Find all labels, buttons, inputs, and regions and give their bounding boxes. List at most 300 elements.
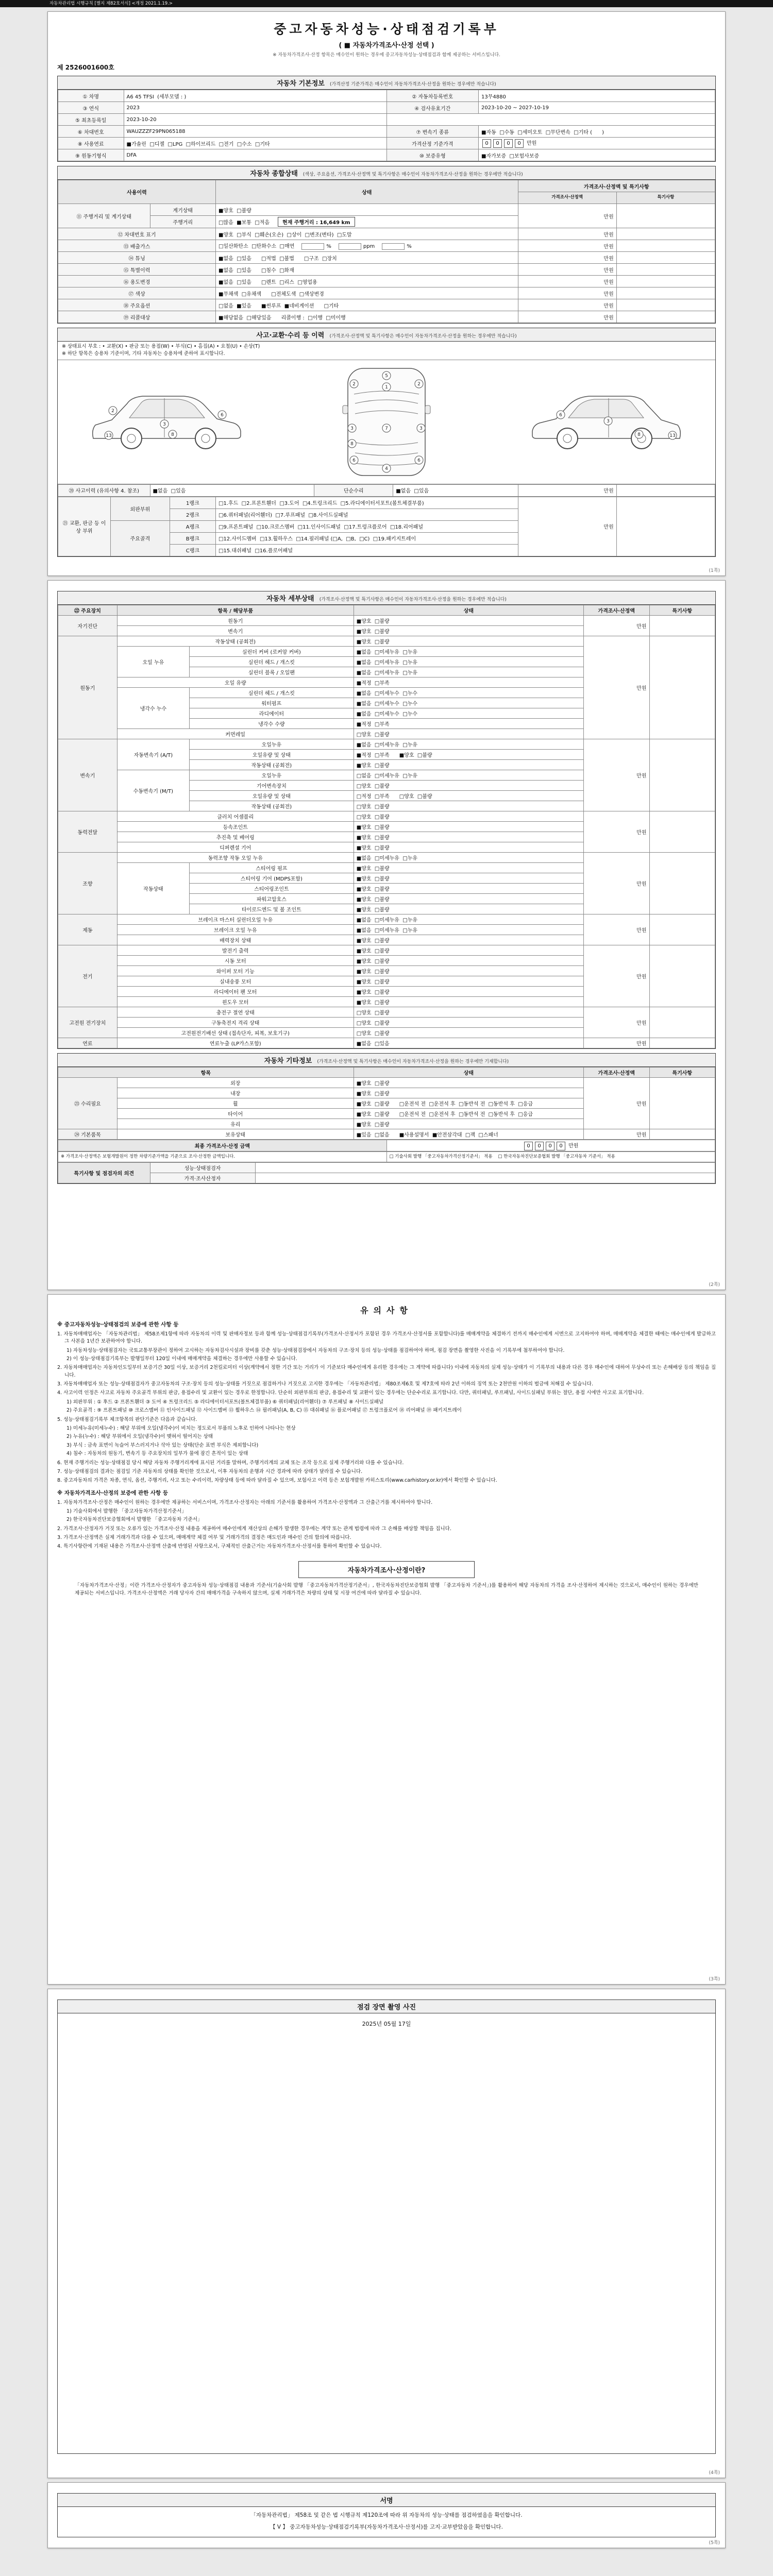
- form-cell: 만원: [584, 914, 650, 945]
- form-cell: ■양호 □불량: [354, 945, 583, 956]
- notice-item: 4) 침수 : 자동차의 원동기, 변속기 등 주요장치의 일부가 물에 잠긴 흔적이 있는 상태: [66, 1451, 248, 1457]
- form-cell: □양호 □불량: [354, 781, 583, 791]
- appraisal-reference-notes: [58, 1151, 715, 1162]
- form-cell: [255, 1173, 715, 1183]
- form-cell: ■적정 □부족: [354, 677, 583, 688]
- section-detail-title-text: 자동차 세부상태: [266, 595, 314, 603]
- form-cell: ⑳ 사고이력 (유의사항 4. 참조): [58, 484, 150, 496]
- notice-item: 1) 자동차성능·상태점검자는 국토교통부장관이 정하여 고시하는 자동차검사시설과 장비를 갖춘 성능·상태점검장에서 자동차의 구조·장치 등의 성능·상태를 점검하여야 하며, 점검 장면을 촬영한 사진을 이 기록부에 첨부하여야 합니다.: [66, 1347, 565, 1353]
- signature-line-1: 「자동차관리법」 제58조 및 같은 법 시행규칙 제120조에 따라 위 자동차의 성능·상태를 점검하였음을 확인합니다.: [250, 2512, 523, 2518]
- document-number: 제 2526001600호: [57, 64, 114, 71]
- form-cell: 실린더 헤드 / 개스킷: [190, 688, 354, 698]
- form-cell: ■양호 □불량: [354, 832, 583, 842]
- form-cell: ■없음 □있음: [150, 484, 314, 496]
- svg-text:6: 6: [221, 412, 224, 418]
- form-cell: □15.대쉬패널 □16.플로어패널: [216, 544, 518, 556]
- form-cell: 만원: [518, 497, 616, 556]
- notice-item: 5. 성능·상태점검기록부 체크항목의 판단기준은 다음과 같습니다.: [57, 1416, 197, 1422]
- form-cell: 상태: [216, 180, 518, 204]
- section-detail-title: [58, 591, 715, 605]
- form-cell: [649, 945, 715, 1007]
- section-photos: [57, 1999, 716, 2454]
- form-cell: 연료: [58, 1038, 117, 1048]
- page-4-mark: (4쪽): [709, 2470, 720, 2476]
- form-cell: [616, 204, 715, 228]
- section-signature: [57, 2493, 716, 2537]
- form-cell: ■없음 □미세누수 □누수: [354, 688, 583, 698]
- form-cell: ㉑ 교환, 판금 등 이상 부위: [58, 497, 111, 556]
- form-cell: ■양호 □불량 □운전석 전 □운전석 후 □동반석 전 □동반석 후 □응급: [354, 1109, 583, 1119]
- form-cell: ④ 검사유효기간: [386, 102, 479, 114]
- form-cell: ■자가보증 □보험사보증: [479, 149, 715, 161]
- appraisal-definition-desc: 「자동차가격조사·산정」이란 가격조사·산정자가 중고자동차 성능·상태점검 내용과 기준서(기술사회 발행 「중고자동차가격산정기준서」, 한국자동차진단보증협회 발행 「중고자동차 기준서」)를 활용하여 해당 자동차의 가격을 조사·산정하여 제시하는 것으로서, 매수인이 원하는 경우에만 제공되는 서비스입니다. 가격조사·산정액은 거래 당사자 간의 매매가격을 구속하지 않으며, 실제 거래가격은 차량의 상태 및 시장 여건에 따라 달라질 수 있습니다.: [75, 1582, 698, 1596]
- form-cell: [649, 1129, 715, 1140]
- form-cell: 고전원 전기장치: [58, 1007, 117, 1038]
- inspection-date: 2025년 05월 17일: [362, 2021, 411, 2027]
- form-cell: □양호 □불량: [354, 801, 583, 811]
- form-cell: 성능·상태점검자: [150, 1163, 255, 1173]
- section-accident-title-text: 사고·교환·수리 등 이력: [256, 332, 325, 340]
- form-cell: 주행거리: [150, 216, 216, 228]
- section-signature-title: [58, 2494, 715, 2507]
- notice-item: 2) 이 성능·상태점검기록부는 발행일부터 120일 이내에 매매계약을 체결하는 경우에만 사용할 수 있습니다.: [66, 1355, 297, 1362]
- svg-text:3: 3: [163, 421, 166, 427]
- form-cell: 충전구 절연 상태: [117, 1007, 354, 1018]
- form-cell: 단순수리: [314, 484, 393, 496]
- form-cell: ■적정 □부족 ■양호 □불량: [354, 750, 583, 760]
- damage-code-legend: [58, 342, 715, 360]
- form-cell: ■양호 □불량: [354, 626, 583, 636]
- form-cell: 가격조사·산정액: [584, 1067, 650, 1078]
- form-cell: 타이로드엔드 및 볼 조인트: [190, 904, 354, 914]
- form-cell: 냉각수 누수: [117, 688, 189, 729]
- overall-state: [58, 180, 715, 323]
- form-cell: 디퍼렌셜 기어: [117, 842, 354, 853]
- form-cell: 만원: [518, 264, 616, 276]
- form-cell: 오일유량 및 상태: [190, 750, 354, 760]
- section-basic-title: [58, 76, 715, 90]
- form-cell: 오일유량 및 상태: [190, 791, 354, 801]
- form-cell: [649, 1078, 715, 1129]
- exchange-repair-parts: [58, 497, 715, 556]
- notice-item: 1. 자동차매매업자는 「자동차관리법」 제58조제1항에 따라 자동차의 이력 및 판매자정보 등과 함께 성능·상태점검기록부(가격조사·산정서가 포함된 경우 가격조사·산정서를 포함합니다)를 매매계약을 체결하기 전까지 매수인에게 서면으로 고지하여야 하며, 매매계약을 체결한 때에는 매수인에게 발급하고 그 사본을 1년간 보관하여야 합니다.: [57, 1331, 716, 1345]
- form-cell: 만원: [584, 636, 650, 739]
- form-cell: [649, 853, 715, 914]
- page-1-mark: (1쪽): [709, 568, 720, 573]
- section-signature-title-text: 서명: [380, 2497, 393, 2505]
- page-3-mark: (3쪽): [709, 1977, 720, 1982]
- form-cell: DFA: [124, 149, 386, 161]
- form-cell: 조향: [58, 853, 117, 914]
- form-cell: ■양호 □불량: [354, 894, 583, 904]
- form-cell: 만원: [518, 252, 616, 264]
- form-cell: 만원: [518, 311, 616, 323]
- form-cell: ⑩ 보증유형: [386, 149, 479, 161]
- notice-item: 2) 누유(누수) : 해당 부위에서 오일(냉각수)이 맺혀서 떨어지는 상태: [66, 1434, 213, 1440]
- form-cell: ⑦ 변속기 종류: [386, 126, 479, 138]
- form-cell: 라디에이터 팬 모터: [117, 987, 354, 997]
- notice-item: 3. 가격조사·산정액은 실제 거래가격과 다를 수 있으며, 매매계약 체결 여부 및 거래가격의 결정은 매도인과 매수인 간의 합의에 따릅니다.: [57, 1535, 351, 1541]
- svg-text:2: 2: [352, 381, 356, 387]
- section-etc-info: [57, 1053, 716, 1184]
- form-cell: ③ 연식: [58, 102, 124, 114]
- form-cell: ⑪ 주행거리 및 계기상태: [58, 204, 150, 228]
- form-cell: 클러치 어셈블리: [117, 811, 354, 822]
- form-cell: 만원: [518, 228, 616, 240]
- form-cell: 변속기: [58, 739, 117, 811]
- section-basic-title-text: 자동차 기본정보: [277, 80, 325, 88]
- car-side-view-left: [93, 396, 241, 449]
- notice-item: ※ 중고자동차성능·상태점검의 보증에 관한 사항 등: [57, 1321, 179, 1328]
- form-cell: A랭크: [170, 520, 215, 532]
- form-cell: 커먼레일: [117, 729, 354, 739]
- form-cell: □일산화탄소 □탄화수소 □매연 % ppm %: [216, 240, 518, 252]
- section-photos-title: [58, 2000, 715, 2013]
- section-accident-title: [58, 328, 715, 342]
- form-cell: 실린더 헤드 / 개스킷: [190, 657, 354, 667]
- form-cell: ⑨ 원동기형식: [58, 149, 124, 161]
- section-etc-note: (가격조사·산정액 및 특기사항은 매수인이 자동차가격조사·산정을 원하는 경우에만 기재합니다): [317, 1059, 509, 1064]
- form-cell: ⑲ 리콜대상: [58, 311, 216, 323]
- notice-item: 7. 성능·상태점검의 결과는 점검일 기준 자동차의 상태를 확인한 것으로서, 이후 자동차의 운행과 시간 경과에 따라 상태가 달라질 수 있습니다.: [57, 1469, 363, 1475]
- form-cell: ■양호 □불량: [354, 842, 583, 853]
- page-3: [47, 1294, 726, 1985]
- form-cell: 스티어링 펌프: [190, 863, 354, 873]
- form-cell: ■없음 □미세누수 □누수: [354, 698, 583, 708]
- form-cell: ■양호 □불량: [354, 966, 583, 976]
- form-cell: 보유상태: [117, 1129, 354, 1140]
- detail-state-table: [58, 605, 715, 1048]
- form-cell: ⑭ 튜닝: [58, 252, 216, 264]
- form-cell: ■양호 □불량: [354, 873, 583, 884]
- form-cell: ⑬ 배출가스: [58, 240, 216, 252]
- form-cell: □양호 □불량: [354, 729, 583, 739]
- document-subnote: ※ 자동차가격조사·산정 항목은 매수인이 원하는 경우에 중고자동차성능·상태점검과 함께 제공하는 서비스입니다.: [273, 53, 500, 58]
- svg-text:13: 13: [106, 433, 112, 438]
- section-overall-title: [58, 166, 715, 180]
- form-cell: 만원: [518, 276, 616, 287]
- form-cell: 브레이크 마스터 실린더오일 누유: [117, 914, 354, 925]
- form-cell: [649, 739, 715, 811]
- basic-info-table: [58, 90, 715, 161]
- form-cell: 만원: [518, 240, 616, 252]
- form-cell: 고전원전기배선 상태 (접속단자, 피복, 보호기구): [117, 1028, 354, 1038]
- section-accident-history: [57, 328, 716, 557]
- basic-info: [58, 90, 715, 161]
- form-cell: ■없음 □있음 □렌트 □리스 □영업용: [216, 276, 518, 287]
- form-cell: □ 기술사회 발행 「중고자동차가격산정기준서」 적용 □ 한국자동차진단보증협회 발행 「중고자동차 기준서」 적용: [386, 1152, 715, 1162]
- form-cell: ■있음 □없음 ■사용설명서 ■안전삼각대 □잭 □스패너: [354, 1129, 583, 1140]
- form-cell: 기어변속장치: [190, 781, 354, 791]
- form-cell: [649, 811, 715, 853]
- page-2: [47, 580, 726, 1290]
- form-cell: [616, 287, 715, 299]
- svg-text:1: 1: [385, 384, 388, 390]
- form-cell: [616, 497, 715, 556]
- form-cell: □없음 ■있음 ■썬루프 ■네비게이션 □기타: [216, 299, 518, 311]
- form-cell: [649, 636, 715, 739]
- form-cell: 타이어: [117, 1109, 354, 1119]
- form-cell: ■없음 □있음 □적법 □불법 □구조 □장치: [216, 252, 518, 264]
- form-cell: 가격조사·산정액: [584, 605, 650, 616]
- form-cell: □12.사이드멤버 □13.휠하우스 □14.필러패널 (□A, □B, □C) □19.패키지트레이: [216, 532, 518, 544]
- form-cell: ⑰ 색상: [58, 287, 216, 299]
- damage-code-legend-line1: ※ 상태표시 부호 : • 교환(X) • 판금 또는 용접(W) • 부식(C) • 흠집(A) • 요철(U) • 손상(T): [62, 344, 260, 349]
- exchange-repair-parts-table: [58, 497, 715, 556]
- form-cell: 가격·조사산정자: [150, 1173, 255, 1183]
- form-cell: 외판부위: [111, 497, 170, 520]
- form-cell: ■양호 □불량: [216, 204, 518, 216]
- form-cell: 2023-10-20: [124, 114, 386, 126]
- form-cell: 스티어링 기어 (MDPS포함): [190, 873, 354, 884]
- document-title: 중고자동차성능·상태점검기록부: [274, 22, 499, 37]
- signature-line-2: 【 V 】 중고자동차성능·상태점검기록부(자동차가격조사·산정서)를 고지·교부받았음을 확인합니다.: [270, 2524, 503, 2530]
- final-appraisal-price-table: [58, 1140, 715, 1151]
- form-cell: 휠: [117, 1098, 354, 1109]
- appraisal-reference-notes-table: [58, 1151, 715, 1162]
- form-cell: [649, 616, 715, 636]
- notice-item: 3. 자동차매매업자 또는 성능·상태점검자가 중고자동차의 구조·장치 등의 성능·상태를 거짓으로 점검하거나 거짓으로 고지한 경우에는 「자동차관리법」 제80조제6호 및 제7호에 따라 2년 이하의 징역 또는 2천만원 이하의 벌금에 처해질 수 있습니다.: [57, 1381, 593, 1387]
- form-cell: ■양호 □불량: [354, 616, 583, 626]
- page-1: [47, 11, 726, 576]
- accident-history-row: [58, 484, 715, 497]
- accident-history-row-table: [58, 484, 715, 497]
- section-detail-note: (가격조사·산정액 및 특기사항은 매수인이 자동차가격조사·산정을 원하는 경우에만 적습니다): [319, 597, 507, 602]
- form-cell: 자기진단: [58, 616, 117, 636]
- form-cell: □없음 □미세누유 □누유: [354, 770, 583, 781]
- notice-item: 4. 사고이력 인정은 사고로 자동차 주요골격 부위의 판금, 용접수리 및 교환이 있는 경우로 한정합니다. 단순히 외판부위의 판금, 용접수리 및 교환이 있는 경우에는 단순수리로 표기합니다. 다만, 쿼터패널, 루프패널, 사이드실패널 부위는 절단, 용접 시에만 사고로 표기합니다.: [57, 1390, 644, 1396]
- form-cell: □양호 □불량: [354, 1007, 583, 1018]
- notice-item: 1) 기술사회에서 발행한 「중고자동차가격산정기준서」: [66, 1508, 187, 1514]
- notice-item: 2) 주요골격 : ⑨ 프론트패널 ⑩ 크로스멤버 ⑪ 인사이드패널 ⑫ 사이드멤버 ⑬ 휠하우스 ⑭ 필러패널(A, B, C) ⑮ 대쉬패널 ⑯ 플로어패널 ⑰ 트렁크플로어 ⑱ 리어패널 ⑲ 패키지트레이: [66, 1408, 462, 1414]
- form-cell: ■무채색 □유채색 □전체도색 □색상변경: [216, 287, 518, 299]
- form-cell: ■없음 □미세누수 □누수: [354, 708, 583, 719]
- form-cell: 만원: [584, 1078, 650, 1129]
- form-cell: B랭크: [170, 532, 215, 544]
- form-cell: 구동축전지 격리 상태: [117, 1018, 354, 1028]
- form-cell: ■없음 □미세누유 □누유: [354, 647, 583, 657]
- form-cell: 만원: [584, 616, 650, 636]
- form-cell: 와이퍼 모터 기능: [117, 966, 354, 976]
- svg-text:8: 8: [637, 432, 641, 437]
- form-cell: [649, 914, 715, 945]
- notice-item: 2. 가격조사·산정자가 거짓 또는 오류가 있는 가격조사·산정 내용을 제공하여 매수인에게 재산상의 손해가 발생한 경우에는 계약 또는 관계 법령에 따라 그 손해를 배상할 책임을 집니다.: [57, 1526, 451, 1532]
- form-cell: [616, 264, 715, 276]
- form-cell: [649, 1007, 715, 1038]
- etc-info: [58, 1067, 715, 1140]
- form-cell: 1랭크: [170, 497, 215, 509]
- form-cell: 라디에이터: [190, 708, 354, 719]
- form-cell: □6.쿼터패널(리어휀더) □7.루프패널 □8.사이드실패널: [216, 509, 518, 520]
- notice-item: 1) 외판부위 : ① 후드 ② 프론트휀더 ③ 도어 ④ 트렁크리드 ⑤ 라디에이터서포트(볼트체결부품) ⑥ 쿼터패널(리어휀더) ⑦ 루프패널 ⑧ 사이드실패널: [66, 1399, 384, 1405]
- notice-item: ※ 자동차가격조사·산정의 보증에 관한 사항 등: [57, 1489, 169, 1496]
- section-overall-title-text: 자동차 종합상태: [250, 170, 298, 178]
- form-cell: 사용이력: [58, 180, 216, 204]
- form-cell: ■자동 □수동 □세미오토 □무단변속 □기타 ( ): [479, 126, 715, 138]
- form-cell: 실내송풍 모터: [117, 976, 354, 987]
- form-cell: ※ 가격조사·산정액은 보험개발원이 정한 차량기준가액을 기준으로 조사·산정한 금액입니다.: [58, 1152, 387, 1162]
- form-cell: 동력전달: [58, 811, 117, 853]
- form-cell: 추진축 및 베어링: [117, 832, 354, 842]
- form-cell: ■적정 □부족: [354, 719, 583, 729]
- form-cell: 등속조인트: [117, 822, 354, 832]
- form-cell: 윈도우 모터: [117, 997, 354, 1007]
- form-cell: 제동: [58, 914, 117, 945]
- form-cell: 오일누유: [190, 739, 354, 750]
- form-cell: ■없음 □미세누유 □누유: [354, 739, 583, 750]
- print-header-text: 자동차관리법 시행규칙 [별지 제82호서식] <개정 2021.1.19.>: [49, 1, 173, 6]
- form-cell: [616, 252, 715, 264]
- section-overall-state: [57, 166, 716, 324]
- form-cell: 파워고압호스: [190, 894, 354, 904]
- final-appraisal-price: [58, 1140, 715, 1151]
- form-cell: 계기상태: [150, 204, 216, 216]
- notice-item: 6. 현재 주행거리는 성능·상태점검 당시 해당 자동차 주행거리계에 표시된 거리를 말하며, 주행거리계의 교체 또는 조작 등으로 실제 주행거리와 다를 수 있습니다.: [57, 1460, 404, 1466]
- form-cell: ■없음 □있음: [354, 1038, 583, 1048]
- form-cell: ■없음 □미세누유 □누유: [354, 914, 583, 925]
- form-cell: ■양호 □부식 □훼손(오손) □상이 □변조(변타) □도말: [216, 228, 518, 240]
- form-cell: 13무4880: [479, 90, 715, 102]
- form-cell: 항목 / 해당부품: [117, 605, 354, 616]
- inspector-remarks-table: [58, 1162, 715, 1183]
- form-cell: ■없음 □미세누유 □누유: [354, 667, 583, 677]
- form-cell: 전기: [58, 945, 117, 1007]
- form-cell: 상태: [354, 605, 583, 616]
- notice-list: [57, 1321, 716, 1551]
- svg-text:6: 6: [559, 412, 562, 418]
- form-cell: □많음 ■보통 □적음 현재 주행거리 : 16,649 km: [216, 216, 518, 228]
- form-cell: [255, 1163, 715, 1173]
- form-cell: ■양호 □불량: [354, 935, 583, 945]
- section-etc-title-text: 자동차 기타정보: [264, 1057, 312, 1065]
- section-detail-state: [57, 591, 716, 1049]
- page-5: [47, 2482, 726, 2548]
- form-cell: ■없음 □있음 □침수 □화재: [216, 264, 518, 276]
- section-etc-title: [58, 1054, 715, 1067]
- form-cell: 특기사항: [649, 605, 715, 616]
- form-cell: 만원: [518, 484, 616, 496]
- form-cell: 만원: [584, 811, 650, 853]
- form-cell: 원동기: [117, 616, 354, 626]
- svg-text:4: 4: [385, 466, 388, 471]
- form-cell: 스티어링조인트: [190, 884, 354, 894]
- appraisal-definition-box: 자동차가격조사·산정이란?: [298, 1561, 475, 1578]
- form-cell: 원동기: [58, 636, 117, 739]
- form-cell: 만원: [518, 299, 616, 311]
- form-cell: ⑤ 최초등록일: [58, 114, 124, 126]
- form-cell: ■양호 □불량: [354, 997, 583, 1007]
- svg-text:8: 8: [171, 432, 174, 437]
- form-cell: 실린더 커버 (로커암 커버): [190, 647, 354, 657]
- form-cell: ■양호 □불량: [354, 1088, 583, 1098]
- form-cell: [616, 484, 715, 496]
- form-cell: 상태: [354, 1067, 583, 1078]
- svg-text:2: 2: [111, 408, 114, 414]
- notice-item: 2. 자동차매매업자는 자동차인도일부터 보증기간 30일 이상, 보증거리 2천킬로미터 이상(계약에서 정한 기간 또는 거리가 이 기준보다 매수인에게 유리한 경우에는 그 계약에 따릅니다) 이내에 자동차의 실제 성능·상태가 이 기록부의 내용과 다른 경우 매수인에 대하여 무상수리 또는 손해배상 등의 책임을 집니다.: [57, 1365, 716, 1378]
- form-cell: 2023: [124, 102, 386, 114]
- svg-text:6: 6: [417, 457, 421, 463]
- form-cell: [616, 311, 715, 323]
- form-cell: 만원: [518, 204, 616, 228]
- form-cell: ■해당없음 □해당있음 리콜이행 : □이행 □미이행: [216, 311, 518, 323]
- svg-text:3: 3: [607, 418, 610, 424]
- notice-item: 1. 자동차가격조사·산정은 매수인이 원하는 경우에만 제공하는 서비스이며, 가격조사·산정자는 아래의 기준서를 활용하여 가격조사·산정액과 그 산출근거를 제시하여야 합니다.: [57, 1499, 433, 1505]
- form-cell: 변속기: [117, 626, 354, 636]
- form-cell: ■양호 □불량: [354, 904, 583, 914]
- form-cell: ■없음 □미세누유 □누유: [354, 925, 583, 935]
- etc-info-table: [58, 1067, 715, 1140]
- form-cell: 특기사항: [649, 1067, 715, 1078]
- form-cell: 오일 누유: [117, 647, 189, 677]
- section-photos-title-text: 점검 장면 촬영 사진: [357, 2004, 416, 2011]
- section-overall-note: (색상, 주요옵션, 가격조사·산정액 및 특기사항은 매수인이 자동차가격조사·산정을 원하는 경우에만 적습니다): [303, 172, 523, 177]
- print-header-bar: [0, 0, 773, 7]
- form-cell: 브레이크 오일 누유: [117, 925, 354, 935]
- svg-text:5: 5: [385, 373, 388, 379]
- form-cell: ⑱ 주요옵션: [58, 299, 216, 311]
- form-cell: ■양호 □불량: [354, 636, 583, 647]
- form-cell: A6 45 TFSI (세부모델 : ): [124, 90, 386, 102]
- form-cell: 최종 가격조사·산정 금액: [58, 1140, 387, 1151]
- form-cell: 만원: [584, 945, 650, 1007]
- form-cell: ㉓ 수리필요: [58, 1078, 117, 1129]
- page-2-mark: (2쪽): [709, 1282, 720, 1287]
- section-basic-note: (가격산정 기준가격은 매수인이 자동차가격조사·산정을 원하는 경우에만 적습니다): [329, 82, 496, 87]
- form-cell: ① 차명: [58, 90, 124, 102]
- svg-text:3: 3: [350, 426, 354, 431]
- form-cell: ⑥ 차대번호: [58, 126, 124, 138]
- form-cell: [649, 1038, 715, 1048]
- form-cell: 특기사항: [616, 192, 715, 204]
- form-cell: 연료누출 (LP가스포함): [117, 1038, 354, 1048]
- form-cell: ⑫ 차대번호 표기: [58, 228, 216, 240]
- section-basic-info: [57, 76, 716, 162]
- form-cell: 작동상태 (공회전): [117, 636, 354, 647]
- document-subtitle: ( ■ 자동차가격조사·산정 선택 ): [339, 42, 434, 49]
- svg-text:2: 2: [417, 381, 421, 387]
- form-cell: 동력조향 작동 오일 누유: [117, 853, 354, 863]
- form-cell: 만원: [584, 1129, 650, 1140]
- form-cell: [616, 276, 715, 287]
- form-cell: 자동변속기 (A/T): [117, 739, 189, 770]
- form-cell: [386, 114, 715, 126]
- form-cell: ■양호 □불량: [354, 822, 583, 832]
- car-damage-diagram: [58, 360, 715, 484]
- form-cell: ㉒ 주요장치: [58, 605, 117, 616]
- form-cell: ■양호 □불량: [354, 956, 583, 966]
- form-cell: [616, 240, 715, 252]
- form-cell: □양호 □불량: [354, 811, 583, 822]
- notice-title: 유의사항: [360, 1306, 413, 1315]
- svg-text:8: 8: [350, 441, 354, 447]
- form-cell: 수동변속기 (M/T): [117, 770, 189, 811]
- form-cell: ■양호 □불량: [354, 987, 583, 997]
- notice-item: 1) 미세누유(미세누수) : 해당 부위에 오일(냉각수)이 비치는 정도로서 부품의 노후로 인하여 나타나는 현상: [66, 1426, 296, 1432]
- notice-item: 8. 중고자동차의 가격은 차종, 연식, 옵션, 주행거리, 사고 또는 수리이력, 차량상태 등에 따라 달라질 수 있으며, 보험사고 이력 등은 보험개발원 카히스토리(www.carhistory.or.kr)에서 확인할 수 있습니다.: [57, 1478, 497, 1484]
- form-cell: □양호 □불량: [354, 1018, 583, 1028]
- notice-item: 2) 한국자동차진단보증협회에서 발행한 「중고자동차 기준서」: [66, 1517, 203, 1523]
- form-cell: ■가솔린 □디젤 □LPG □하이브리드 □전기 □수소 □기타: [124, 138, 386, 149]
- form-cell: ■양호 □불량: [354, 1078, 583, 1088]
- form-cell: ② 자동차등록번호: [386, 90, 479, 102]
- notice-item: 4. 특기사항란에 기재된 내용은 가격조사·산정액 산출에 반영된 사항으로서, 구체적인 산출근거는 자동차가격조사·산정서를 통하여 확인할 수 있습니다.: [57, 1544, 382, 1550]
- form-cell: 가격조사·산정액: [518, 192, 616, 204]
- page-5-mark: (5쪽): [709, 2540, 720, 2546]
- form-cell: 유리: [117, 1119, 354, 1129]
- form-cell: ■없음 □미세누유 □누유: [354, 853, 583, 863]
- form-cell: C랭크: [170, 544, 215, 556]
- form-cell: □1.후드 □2.프론트휀더 □3.도어 □4.트렁크리드 □5.라디에이터서포트(볼트체결부품): [216, 497, 518, 509]
